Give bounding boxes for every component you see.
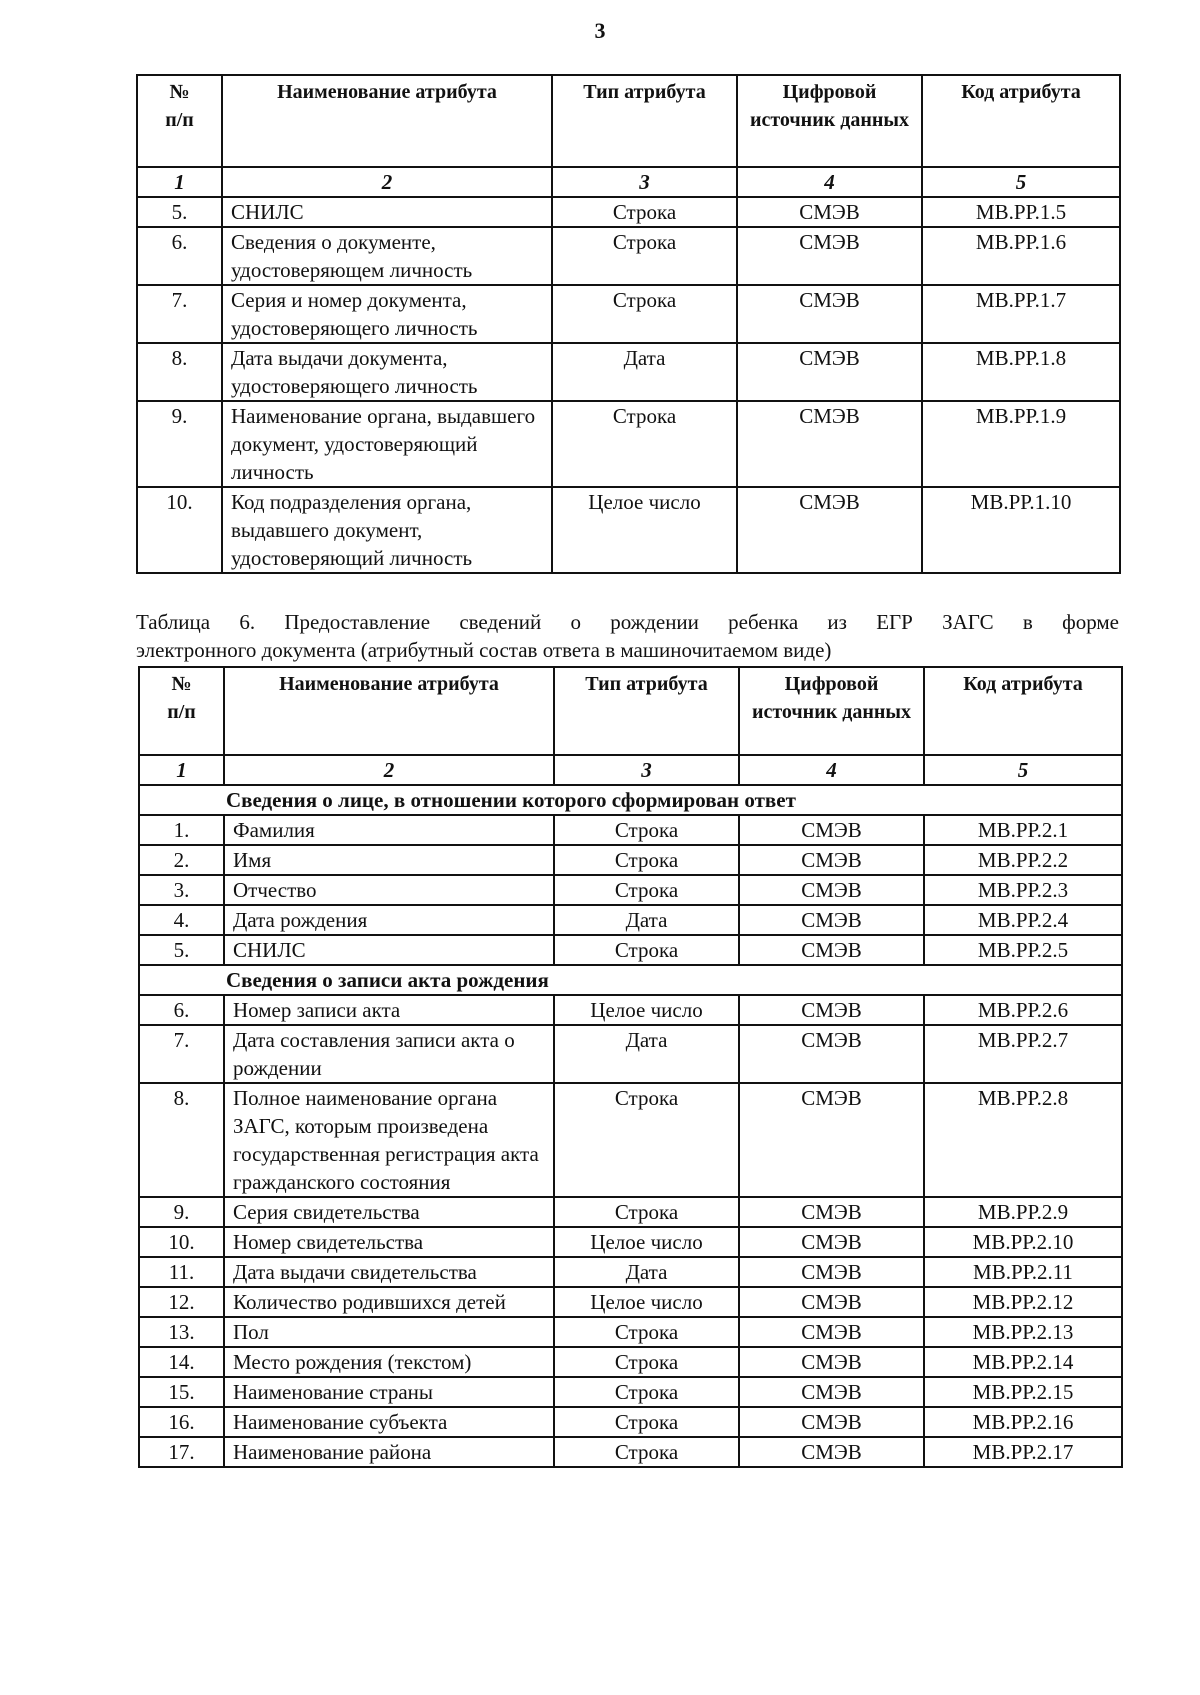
table-row (139, 875, 1122, 905)
row-number: 7. (137, 285, 222, 343)
data-source: СМЭВ (739, 1197, 924, 1227)
attribute-code: МВ.РР.2.5 (924, 935, 1122, 965)
data-source: СМЭВ (737, 401, 922, 487)
table-row (139, 1287, 1122, 1317)
header-source: Цифровой источник данных (739, 667, 924, 755)
col-number: 1 (139, 755, 224, 785)
data-source: СМЭВ (737, 197, 922, 227)
attribute-code: МВ.РР.2.7 (924, 1025, 1122, 1083)
col-number: 4 (739, 755, 924, 785)
table-row (139, 1257, 1122, 1287)
data-source: СМЭВ (737, 343, 922, 401)
col-number: 1 (137, 167, 222, 197)
header-type: Тип атрибута (552, 75, 737, 167)
row-number: 10. (139, 1227, 224, 1257)
row-number: 5. (139, 935, 224, 965)
row-number: 14. (139, 1347, 224, 1377)
table-row (139, 1437, 1122, 1467)
attribute-code: МВ.РР.1.10 (922, 487, 1120, 573)
table-row (139, 815, 1122, 845)
attribute-name: Полное наименование органа ЗАГС, которым произведена государственная регистрация акта гражданского состояния (224, 1083, 554, 1197)
row-number: 4. (139, 905, 224, 935)
attribute-name: Дата выдачи документа, удостоверяющего личность (222, 343, 552, 401)
caption-line-1: Таблица 6. Предоставление сведений о рождении ребенка из ЕГР ЗАГС в форме (136, 610, 1119, 634)
table-row (139, 1083, 1122, 1197)
data-source: СМЭВ (739, 845, 924, 875)
attribute-type: Строка (554, 875, 739, 905)
table-row (139, 1227, 1122, 1257)
attribute-name: Наименование страны (224, 1377, 554, 1407)
attribute-type: Строка (554, 1377, 739, 1407)
table-row (139, 1377, 1122, 1407)
attribute-code: МВ.РР.2.13 (924, 1317, 1122, 1347)
attribute-type: Строка (554, 1197, 739, 1227)
data-source: СМЭВ (739, 1083, 924, 1197)
attribute-type: Строка (554, 1437, 739, 1467)
data-source: СМЭВ (739, 1287, 924, 1317)
attribute-type: Строка (554, 1083, 739, 1197)
attribute-type: Строка (554, 1347, 739, 1377)
row-number: 9. (137, 401, 222, 487)
row-number: 15. (139, 1377, 224, 1407)
section-title: Сведения о записи акта рождения (139, 965, 1122, 995)
row-number: 9. (139, 1197, 224, 1227)
row-number: 7. (139, 1025, 224, 1083)
header-name: Наименование атрибута (224, 667, 554, 755)
table-row (137, 197, 1120, 227)
attribute-name: Отчество (224, 875, 554, 905)
attribute-name: Наименование района (224, 1437, 554, 1467)
attribute-code: МВ.РР.2.2 (924, 845, 1122, 875)
data-source: СМЭВ (739, 1377, 924, 1407)
row-number: 2. (139, 845, 224, 875)
attribute-name: Наименование субъекта (224, 1407, 554, 1437)
attribute-code: МВ.РР.2.16 (924, 1407, 1122, 1437)
attribute-name: Сведения о документе, удостоверяющем личность (222, 227, 552, 285)
data-source: СМЭВ (739, 1257, 924, 1287)
col-number: 4 (737, 167, 922, 197)
table-row (139, 1025, 1122, 1083)
attribute-type: Целое число (554, 995, 739, 1025)
header-num: № п/п (137, 75, 222, 167)
row-number: 10. (137, 487, 222, 573)
row-number: 17. (139, 1437, 224, 1467)
attribute-code: МВ.РР.1.8 (922, 343, 1120, 401)
header-name: Наименование атрибута (222, 75, 552, 167)
column-number-row (139, 755, 1122, 785)
attribute-name: Номер свидетельства (224, 1227, 554, 1257)
table-row (139, 995, 1122, 1025)
attribute-name: Дата рождения (224, 905, 554, 935)
attribute-type: Дата (554, 1257, 739, 1287)
data-source: СМЭВ (739, 995, 924, 1025)
table-row (137, 487, 1120, 573)
row-number: 6. (137, 227, 222, 285)
section-row (139, 965, 1122, 995)
table-row (137, 227, 1120, 285)
header-code: Код атрибута (922, 75, 1120, 167)
attribute-name: Дата составления записи акта о рождении (224, 1025, 554, 1083)
attribute-name: Код подразделения органа, выдавшего документ, удостоверяющий личность (222, 487, 552, 573)
col-number: 3 (552, 167, 737, 197)
attribute-type: Строка (554, 845, 739, 875)
col-number: 5 (922, 167, 1120, 197)
table-row (139, 1197, 1122, 1227)
data-source: СМЭВ (739, 905, 924, 935)
data-source: СМЭВ (739, 1437, 924, 1467)
attribute-name: Номер записи акта (224, 995, 554, 1025)
col-number: 3 (554, 755, 739, 785)
attribute-code: МВ.РР.2.11 (924, 1257, 1122, 1287)
attribute-code: МВ.РР.2.8 (924, 1083, 1122, 1197)
attribute-code: МВ.РР.1.6 (922, 227, 1120, 285)
section-row (139, 785, 1122, 815)
attribute-code: МВ.РР.2.4 (924, 905, 1122, 935)
table-header-row (137, 75, 1120, 167)
data-source: СМЭВ (739, 1407, 924, 1437)
header-num: № п/п (139, 667, 224, 755)
attribute-code: МВ.РР.2.6 (924, 995, 1122, 1025)
col-number: 5 (924, 755, 1122, 785)
attribute-code: МВ.РР.1.5 (922, 197, 1120, 227)
data-source: СМЭВ (739, 1227, 924, 1257)
attribute-name: Количество родившихся детей (224, 1287, 554, 1317)
attributes-table-2 (138, 666, 1123, 1468)
header-source: Цифровой источник данных (737, 75, 922, 167)
attribute-name: СНИЛС (222, 197, 552, 227)
column-number-row (137, 167, 1120, 197)
attribute-name: Дата выдачи свидетельства (224, 1257, 554, 1287)
attribute-type: Целое число (554, 1287, 739, 1317)
attribute-type: Строка (554, 935, 739, 965)
attribute-type: Строка (554, 1317, 739, 1347)
row-number: 16. (139, 1407, 224, 1437)
attribute-name: СНИЛС (224, 935, 554, 965)
attribute-name: Серия свидетельства (224, 1197, 554, 1227)
attribute-type: Строка (552, 227, 737, 285)
attribute-code: МВ.РР.2.17 (924, 1437, 1122, 1467)
attribute-type: Целое число (554, 1227, 739, 1257)
page-number: 3 (594, 18, 606, 43)
data-source: СМЭВ (739, 935, 924, 965)
data-source: СМЭВ (739, 875, 924, 905)
attribute-code: МВ.РР.2.12 (924, 1287, 1122, 1317)
row-number: 1. (139, 815, 224, 845)
table-row (139, 1317, 1122, 1347)
attribute-code: МВ.РР.2.15 (924, 1377, 1122, 1407)
row-number: 8. (139, 1083, 224, 1197)
row-number: 3. (139, 875, 224, 905)
table-row (139, 905, 1122, 935)
attribute-code: МВ.РР.2.3 (924, 875, 1122, 905)
data-source: СМЭВ (739, 1347, 924, 1377)
attribute-name: Пол (224, 1317, 554, 1347)
attribute-type: Дата (554, 905, 739, 935)
row-number: 12. (139, 1287, 224, 1317)
attribute-type: Строка (554, 815, 739, 845)
section-title: Сведения о лице, в отношении которого сформирован ответ (139, 785, 1122, 815)
col-number: 2 (224, 755, 554, 785)
attribute-name: Имя (224, 845, 554, 875)
attribute-code: МВ.РР.1.7 (922, 285, 1120, 343)
attributes-table-1 (136, 74, 1121, 574)
caption-line-2: электронного документа (атрибутный состав ответа в машиночитаемом виде) (136, 638, 832, 662)
data-source: СМЭВ (739, 1317, 924, 1347)
attribute-type: Строка (552, 285, 737, 343)
table-row (139, 1407, 1122, 1437)
row-number: 6. (139, 995, 224, 1025)
table-6-caption (136, 608, 1119, 664)
row-number: 5. (137, 197, 222, 227)
attribute-type: Дата (554, 1025, 739, 1083)
attribute-type: Дата (552, 343, 737, 401)
table-row (139, 1347, 1122, 1377)
attribute-name: Наименование органа, выдавшего документ, удостоверяющий личность (222, 401, 552, 487)
header-code: Код атрибута (924, 667, 1122, 755)
attribute-type: Целое число (552, 487, 737, 573)
attribute-name: Место рождения (текстом) (224, 1347, 554, 1377)
data-source: СМЭВ (737, 285, 922, 343)
attribute-code: МВ.РР.1.9 (922, 401, 1120, 487)
data-source: СМЭВ (737, 227, 922, 285)
attribute-type: Строка (552, 197, 737, 227)
attribute-code: МВ.РР.2.14 (924, 1347, 1122, 1377)
attribute-name: Серия и номер документа, удостоверяющего личность (222, 285, 552, 343)
table-row (137, 401, 1120, 487)
attribute-type: Строка (552, 401, 737, 487)
attribute-code: МВ.РР.2.10 (924, 1227, 1122, 1257)
table-row (137, 285, 1120, 343)
attribute-code: МВ.РР.2.1 (924, 815, 1122, 845)
attribute-code: МВ.РР.2.9 (924, 1197, 1122, 1227)
data-source: СМЭВ (739, 815, 924, 845)
attribute-name: Фамилия (224, 815, 554, 845)
table-row (139, 935, 1122, 965)
col-number: 2 (222, 167, 552, 197)
data-source: СМЭВ (737, 487, 922, 573)
row-number: 11. (139, 1257, 224, 1287)
data-source: СМЭВ (739, 1025, 924, 1083)
header-type: Тип атрибута (554, 667, 739, 755)
table-header-row (139, 667, 1122, 755)
table-row (139, 845, 1122, 875)
table-row (137, 343, 1120, 401)
row-number: 13. (139, 1317, 224, 1347)
row-number: 8. (137, 343, 222, 401)
attribute-type: Строка (554, 1407, 739, 1437)
